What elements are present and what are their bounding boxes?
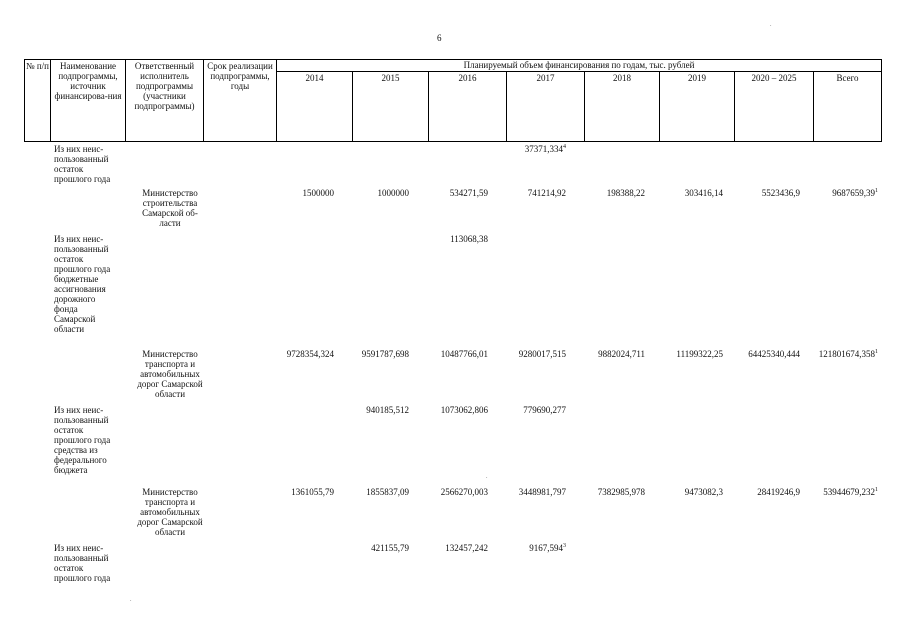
value-cell	[378, 188, 410, 198]
row-source-name-line: пользованный	[54, 244, 109, 254]
value-text: 940185,512	[366, 405, 409, 415]
value-cell	[832, 188, 878, 198]
footnote-mark: 4	[563, 144, 566, 150]
row-source-name-line: федерального	[54, 455, 107, 465]
row-source-name-line: пользованный	[54, 415, 109, 425]
row-executor-line: ласти	[159, 218, 181, 228]
page-number: 6	[437, 33, 442, 43]
row-source-name-line: Из них неис-	[54, 234, 104, 244]
value-cell	[762, 188, 800, 198]
header-funding: Планируемый объем финансирования по годам, тыс. рублей	[277, 60, 882, 72]
footnote-mark: 1	[875, 487, 878, 493]
header-year: Всего	[814, 72, 882, 142]
value-cell	[598, 487, 645, 497]
row-source-name	[54, 144, 128, 184]
value-text: 421155,79	[371, 543, 409, 553]
value-cell	[748, 349, 800, 359]
value-text: 1500000	[302, 188, 334, 198]
value-text: 9591787,698	[361, 349, 409, 359]
row-source-name-line: Из них неис-	[54, 144, 104, 154]
row-source-name-line: области	[54, 324, 85, 334]
row-source-name-line: пользованный	[54, 154, 109, 164]
row-source-name-line: прошлого года	[54, 264, 111, 274]
row-executor-line: транспорта и	[144, 497, 196, 507]
row-executor	[130, 349, 210, 399]
row-source-name-line: Из них неис-	[54, 543, 104, 553]
value-cell	[519, 487, 566, 497]
value-text: 121801674,358	[818, 349, 875, 359]
header-year: 2019	[660, 72, 735, 142]
value-cell	[819, 349, 878, 359]
row-source-name-line: остаток	[54, 425, 84, 435]
value-text: 28419246,9	[757, 487, 800, 497]
value-text: 64425340,444	[748, 349, 800, 359]
table-header	[24, 59, 882, 142]
row-executor-line: области	[154, 389, 186, 399]
row-source-name	[54, 405, 128, 475]
header-year: 2016	[429, 72, 507, 142]
row-source-name-line: остаток	[54, 563, 84, 573]
row-executor-line: строительства	[142, 198, 198, 208]
value-text: 37371,334	[524, 144, 563, 154]
value-cell	[523, 405, 566, 415]
value-text: 9882024,711	[598, 349, 645, 359]
value-cell	[441, 487, 488, 497]
value-text: 3448981,797	[518, 487, 566, 497]
value-cell	[823, 487, 878, 497]
scan-speck: .	[486, 474, 488, 480]
value-cell	[441, 349, 488, 359]
value-text: 9280017,515	[518, 349, 566, 359]
scan-speck: .	[770, 22, 772, 28]
value-text: 534271,59	[449, 188, 488, 198]
value-text: 1361055,79	[291, 487, 334, 497]
row-source-name-line: средства из	[54, 445, 98, 455]
value-text: 303416,14	[684, 188, 723, 198]
value-text: 1855837,09	[366, 487, 409, 497]
value-cell	[450, 234, 488, 244]
header-year: 2015	[353, 72, 429, 142]
value-text: 1073062,806	[440, 405, 488, 415]
value-text: 5523436,9	[761, 188, 800, 198]
row-source-name-line: Самарской	[54, 314, 96, 324]
value-text: 113068,38	[450, 234, 488, 244]
header-executor: Ответственный исполнитель подпрограммы (участники подпрограммы)	[126, 60, 204, 142]
value-cell	[371, 543, 409, 553]
value-text: 2566270,003	[440, 487, 488, 497]
row-executor-line: дорог Самарской	[137, 379, 203, 389]
header-year: 2020 – 2025	[735, 72, 814, 142]
value-text: 7382985,978	[597, 487, 645, 497]
value-cell	[529, 543, 566, 553]
value-cell	[362, 349, 409, 359]
row-executor-line: дорог Самарской	[137, 517, 203, 527]
row-source-name	[54, 234, 128, 334]
header-year: 2014	[277, 72, 353, 142]
value-text: 741214,92	[527, 188, 566, 198]
value-text: 9473082,3	[684, 487, 723, 497]
value-text: 132457,242	[445, 543, 488, 553]
row-source-name-line: фонда	[54, 304, 78, 314]
value-text: 198388,22	[606, 188, 645, 198]
value-cell	[441, 405, 488, 415]
row-executor-line: Самарской об-	[142, 208, 198, 218]
row-executor	[130, 188, 210, 228]
row-executor-line: Министерство	[142, 188, 198, 198]
value-text: 9728354,324	[286, 349, 334, 359]
header-name: Наименование подпрограммы, источник финансирова-ния	[51, 60, 126, 142]
row-source-name-line: ассигнования	[54, 284, 106, 294]
row-executor-line: транспорта и	[144, 359, 196, 369]
value-cell	[528, 188, 566, 198]
row-source-name	[54, 543, 128, 583]
row-source-name-line: прошлого года	[54, 435, 111, 445]
value-cell	[287, 349, 334, 359]
row-source-name-line: прошлого года	[54, 174, 111, 184]
value-cell	[450, 188, 488, 198]
value-cell	[685, 188, 723, 198]
value-cell	[598, 349, 645, 359]
value-cell	[676, 349, 723, 359]
footnote-mark: 1	[875, 188, 878, 194]
value-text: 11199322,25	[676, 349, 723, 359]
header-num: № п/п	[25, 60, 51, 142]
row-source-name-line: дорожного	[54, 294, 96, 304]
row-source-name-line: пользованный	[54, 553, 109, 563]
value-cell	[291, 487, 334, 497]
value-cell	[685, 487, 723, 497]
value-text: 10487766,01	[440, 349, 488, 359]
header-year: 2017	[507, 72, 585, 142]
value-cell	[757, 487, 800, 497]
row-executor-line: Министерство	[142, 487, 198, 497]
value-text: 9687659,39	[832, 188, 875, 198]
footnote-mark: 1	[875, 349, 878, 355]
row-executor	[130, 487, 210, 537]
row-executor-line: области	[154, 527, 186, 537]
scan-speck: .	[130, 597, 132, 603]
header-term: Срок реализации подпрограммы, годы	[204, 60, 277, 142]
row-source-name-line: остаток	[54, 254, 84, 264]
footnote-mark: 3	[563, 543, 566, 549]
value-text: 779690,277	[523, 405, 566, 415]
value-cell	[519, 349, 566, 359]
value-text: 9167,594	[529, 543, 563, 553]
row-executor-line: Министерство	[142, 349, 198, 359]
row-source-name-line: Из них неис-	[54, 405, 104, 415]
value-text: 53944679,232	[823, 487, 875, 497]
row-executor-line: автомобильных	[140, 507, 200, 517]
header-year: 2018	[585, 72, 660, 142]
value-cell	[366, 405, 409, 415]
row-source-name-line: бюджета	[54, 465, 88, 475]
value-cell	[303, 188, 335, 198]
row-source-name-line: прошлого года	[54, 573, 111, 583]
row-source-name-line: остаток	[54, 164, 84, 174]
value-cell	[525, 144, 566, 154]
row-source-name-line: бюджетные	[54, 274, 99, 284]
value-text: 1000000	[377, 188, 409, 198]
row-executor-line: автомобильных	[140, 369, 200, 379]
value-cell	[366, 487, 409, 497]
value-cell	[607, 188, 645, 198]
value-cell	[445, 543, 488, 553]
